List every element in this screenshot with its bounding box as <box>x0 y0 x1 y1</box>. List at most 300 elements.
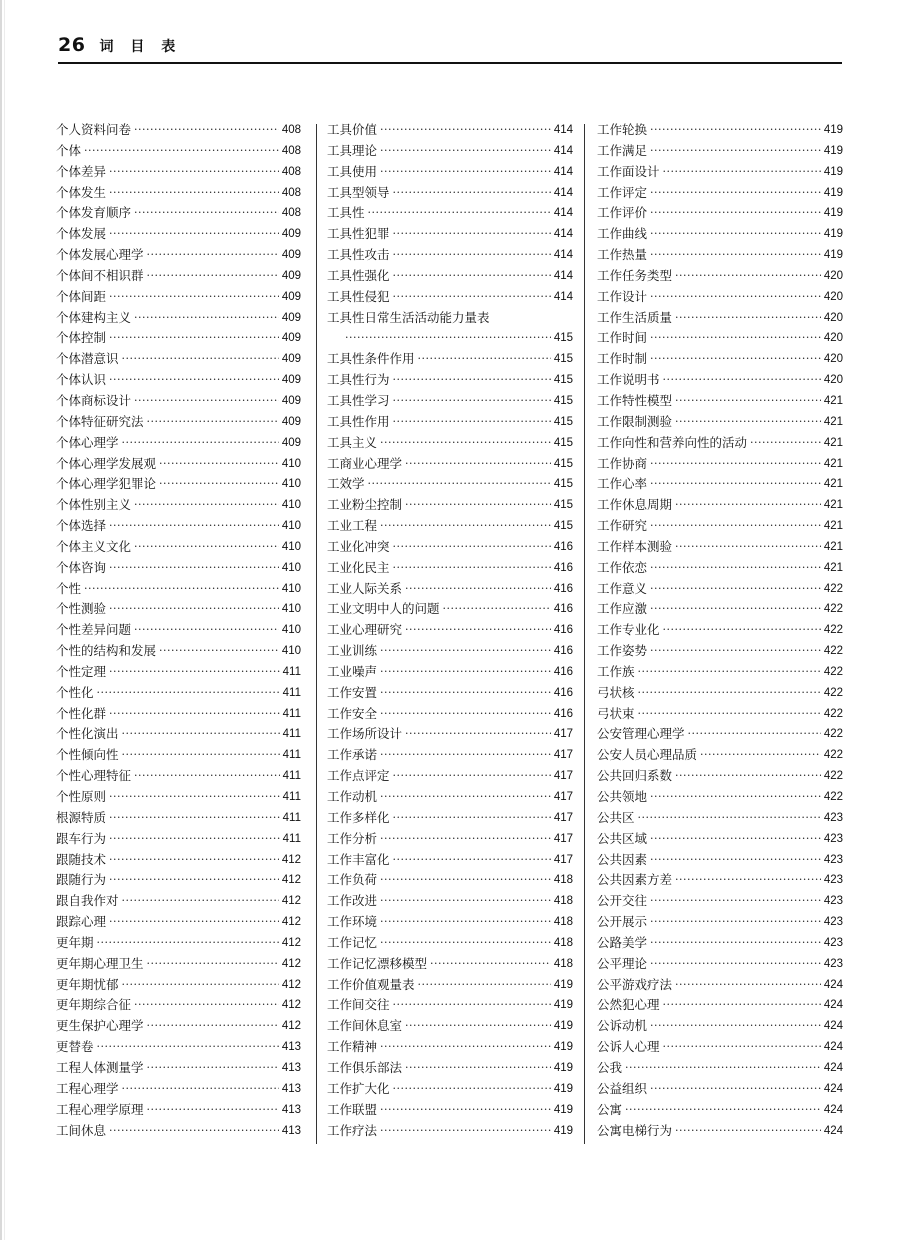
header-title: 词 目 表 <box>99 39 182 55</box>
entry-term: 工作改进 <box>327 893 378 909</box>
entry-term: 工作设计 <box>597 288 648 304</box>
dot-leader <box>418 975 551 996</box>
entry-page-number: 421 <box>823 561 843 574</box>
entry-page-number: 419 <box>553 978 573 991</box>
entry-page-number: 417 <box>553 791 573 803</box>
dot-leader <box>675 495 821 516</box>
entry-term: 跟踪心理 <box>56 914 107 930</box>
entry-page-number: 420 <box>823 332 843 345</box>
dot-leader <box>650 891 821 912</box>
entry-page-number: 408 <box>281 186 301 199</box>
entry-term: 公开交往 <box>597 893 648 909</box>
index-entry <box>327 120 573 141</box>
entry-page-number: 417 <box>553 832 573 845</box>
index-entry <box>597 599 843 620</box>
entry-term: 工作承诺 <box>327 747 378 763</box>
entry-page-number: 409 <box>281 290 301 303</box>
index-entry <box>597 558 843 579</box>
entry-term: 公开展示 <box>597 914 648 930</box>
index-entry <box>327 454 573 475</box>
entry-page-number: 424 <box>823 1124 843 1137</box>
index-entry <box>327 224 573 245</box>
entry-term: 个性定理 <box>56 663 107 679</box>
dot-leader <box>663 995 821 1016</box>
index-entry <box>56 516 301 537</box>
entry-page-number: 409 <box>281 353 301 366</box>
column-divider <box>316 124 317 1144</box>
index-entry <box>56 870 301 891</box>
dot-leader <box>393 537 551 558</box>
entry-term: 工具性作用 <box>327 413 390 429</box>
entry-page-number: 423 <box>823 811 843 824</box>
entry-page-number: 419 <box>553 1103 573 1116</box>
entry-page-number: 416 <box>553 603 573 616</box>
entry-page-number: 419 <box>553 999 573 1012</box>
entry-term: 工具使用 <box>327 163 378 179</box>
dot-leader <box>380 912 551 933</box>
index-entry <box>327 328 573 349</box>
index-entry <box>597 266 843 287</box>
index-entry <box>597 870 843 891</box>
entry-page-number: 423 <box>823 853 843 866</box>
entry-page-number: 415 <box>553 332 573 345</box>
entry-page-number: 412 <box>281 916 301 929</box>
entry-term: 工作俱乐部法 <box>327 1059 403 1075</box>
entry-page-number: 420 <box>823 374 843 387</box>
entry-term: 工作时间 <box>597 330 648 346</box>
entry-page-number: 424 <box>823 1041 843 1054</box>
entry-term: 公共领地 <box>597 789 648 804</box>
index-column-1 <box>56 120 301 1141</box>
index-entry <box>56 704 301 725</box>
dot-leader <box>380 141 551 162</box>
entry-term: 工具性犯罪 <box>327 226 390 242</box>
entry-term: 个体建构主义 <box>56 309 132 325</box>
entry-term: 工作姿势 <box>597 643 648 659</box>
index-entry <box>327 370 573 391</box>
dot-leader <box>663 370 821 391</box>
index-entry <box>327 1037 573 1058</box>
entry-page-number: 411 <box>282 707 301 720</box>
entry-page-number: 410 <box>281 582 301 595</box>
entry-term: 公共因素 <box>597 851 648 867</box>
index-entry <box>327 266 573 287</box>
index-entry <box>56 1079 301 1100</box>
entry-term: 工作丰富化 <box>327 851 390 867</box>
entry-page-number: 424 <box>823 978 843 991</box>
entry-page-number: 417 <box>553 728 573 741</box>
entry-term: 工具性学习 <box>327 392 390 408</box>
entry-page-number: 414 <box>553 124 573 136</box>
entry-term: 公平游戏疗法 <box>597 976 673 992</box>
dot-leader <box>750 433 821 454</box>
entry-term: 更年期综合征 <box>56 997 132 1013</box>
entry-term: 工作评价 <box>597 205 648 221</box>
entry-term: 工作依恋 <box>597 559 648 575</box>
index-column-2 <box>327 120 573 1141</box>
dot-leader <box>675 308 821 329</box>
dot-leader <box>675 1121 821 1142</box>
entry-term: 工具性日常生活活动能力量表 <box>327 309 490 325</box>
entry-term: 个体发生 <box>56 184 107 200</box>
dot-leader <box>122 975 279 996</box>
entry-term: 工程心理学 <box>56 1080 119 1096</box>
dot-leader <box>345 328 551 349</box>
dot-leader <box>675 266 821 287</box>
index-entry <box>597 1121 843 1142</box>
dot-leader <box>109 912 279 933</box>
index-entry <box>327 829 573 850</box>
entry-page-number: 421 <box>823 499 843 512</box>
entry-term: 工业心理研究 <box>327 622 403 638</box>
index-entry <box>56 745 301 766</box>
index-entry <box>327 516 573 537</box>
index-entry <box>56 266 301 287</box>
index-entry <box>327 912 573 933</box>
entry-term: 工具性条件作用 <box>327 351 415 367</box>
index-entry <box>597 474 843 495</box>
entry-term: 工作评定 <box>597 184 648 200</box>
entry-page-number: 419 <box>823 186 843 199</box>
dot-leader <box>393 183 551 204</box>
entry-term: 工作联盟 <box>327 1101 378 1117</box>
dot-leader <box>650 120 821 141</box>
entry-term: 工间休息 <box>56 1122 107 1138</box>
entry-page-number: 414 <box>553 228 573 241</box>
entry-page-number: 424 <box>823 1082 843 1095</box>
index-entry <box>56 995 301 1016</box>
entry-term: 跟自我作对 <box>56 893 119 909</box>
entry-page-number: 417 <box>553 853 573 866</box>
index-entry <box>597 808 843 829</box>
entry-page-number: 409 <box>281 269 301 282</box>
dot-leader <box>418 349 551 370</box>
entry-term: 公安人员心理品质 <box>597 747 698 763</box>
dot-leader <box>147 412 279 433</box>
entry-term: 工作限制测验 <box>597 413 673 429</box>
entry-term: 工作负荷 <box>327 872 378 888</box>
dot-leader <box>84 141 279 162</box>
index-entry <box>327 662 573 683</box>
dot-leader <box>134 203 279 224</box>
entry-page-number: 423 <box>823 957 843 970</box>
entry-term: 工业粉尘控制 <box>327 497 403 513</box>
entry-page-number: 411 <box>282 832 301 845</box>
entry-page-number: 417 <box>553 770 573 783</box>
dot-leader <box>650 787 821 808</box>
index-entry <box>597 162 843 183</box>
entry-page-number: 412 <box>281 999 301 1012</box>
dot-leader <box>134 995 279 1016</box>
dot-leader <box>650 349 821 370</box>
entry-term: 更年期心理卫生 <box>56 955 144 971</box>
index-entry <box>56 829 301 850</box>
entry-term: 工作任务类型 <box>597 267 673 283</box>
entry-page-number: 410 <box>281 520 301 533</box>
entry-term: 工具性强化 <box>327 267 390 283</box>
entry-page-number: 409 <box>281 228 301 241</box>
dot-leader <box>380 870 551 891</box>
dot-leader <box>147 1016 279 1037</box>
dot-leader <box>650 850 821 871</box>
dot-leader <box>650 558 821 579</box>
dot-leader <box>625 1100 821 1121</box>
index-entry <box>597 620 843 641</box>
entry-page-number: 413 <box>281 1082 301 1095</box>
index-entry <box>327 162 573 183</box>
dot-leader <box>393 224 551 245</box>
index-entry <box>56 662 301 683</box>
dot-leader <box>675 975 821 996</box>
dot-leader <box>443 599 551 620</box>
entry-page-number: 414 <box>553 249 573 262</box>
dot-leader <box>638 683 821 704</box>
index-entry <box>327 1121 573 1142</box>
entry-term: 个性 <box>56 580 82 596</box>
entry-term: 公寓电梯行为 <box>597 1122 673 1138</box>
entry-page-number: 414 <box>553 144 573 157</box>
entry-page-number: 422 <box>823 665 843 678</box>
index-entry <box>56 891 301 912</box>
entry-term: 公安管理心理学 <box>597 726 685 742</box>
dot-leader <box>405 1058 551 1079</box>
index-entry <box>597 454 843 475</box>
index-entry <box>56 766 301 787</box>
entry-term: 个性化演出 <box>56 726 119 742</box>
index-entry <box>597 1016 843 1037</box>
dot-leader <box>393 1079 551 1100</box>
entry-term: 个体主义文化 <box>56 538 132 554</box>
entry-page-number: 413 <box>281 1124 301 1137</box>
entry-page-number: 420 <box>823 290 843 303</box>
dot-leader <box>393 412 551 433</box>
entry-page-number: 408 <box>281 207 301 220</box>
index-entry <box>56 495 301 516</box>
entry-page-number: 420 <box>823 353 843 366</box>
index-entry <box>597 995 843 1016</box>
entry-term: 弓状束 <box>597 705 635 721</box>
dot-leader <box>134 308 279 329</box>
dot-leader <box>147 954 279 975</box>
entry-page-number: 422 <box>823 749 843 762</box>
entry-page-number: 409 <box>281 332 301 345</box>
dot-leader <box>109 224 279 245</box>
entry-term: 个性化 <box>56 684 94 700</box>
entry-term: 工作休息周期 <box>597 497 673 513</box>
dot-leader <box>393 370 551 391</box>
entry-page-number: 421 <box>823 457 843 470</box>
dot-leader <box>380 891 551 912</box>
entry-term: 更年期 <box>56 934 94 950</box>
entry-term: 个体差异 <box>56 163 107 179</box>
dot-leader <box>393 766 551 787</box>
dot-leader <box>122 745 280 766</box>
entry-term: 工作说明书 <box>597 372 660 388</box>
entry-page-number: 418 <box>553 874 573 887</box>
entry-page-number: 408 <box>281 144 301 157</box>
entry-term: 工具性侵犯 <box>327 288 390 304</box>
index-entry <box>56 1121 301 1142</box>
dot-leader <box>97 933 279 954</box>
entry-page-number: 415 <box>553 374 573 387</box>
dot-leader <box>84 579 279 600</box>
index-entry <box>56 954 301 975</box>
index-entry <box>597 308 843 329</box>
index-entry <box>327 766 573 787</box>
index-entry <box>327 620 573 641</box>
entry-term: 工作记忆 <box>327 934 378 950</box>
entry-term: 个体咨询 <box>56 559 107 575</box>
dot-leader <box>109 850 279 871</box>
entry-term: 工具型领导 <box>327 184 390 200</box>
entry-term: 公益组织 <box>597 1080 648 1096</box>
index-entry <box>597 850 843 871</box>
dot-leader <box>122 724 280 745</box>
entry-page-number: 408 <box>281 165 301 178</box>
index-entry <box>327 579 573 600</box>
entry-page-number: 413 <box>281 1061 301 1074</box>
entry-page-number: 412 <box>281 1020 301 1033</box>
index-entry <box>56 454 301 475</box>
entry-term: 工业人际关系 <box>327 580 403 596</box>
entry-page-number: 417 <box>553 749 573 762</box>
dot-leader <box>134 537 279 558</box>
index-entry <box>597 787 843 808</box>
entry-term: 工作动机 <box>327 789 378 804</box>
entry-page-number: 416 <box>553 624 573 637</box>
entry-term: 工作协商 <box>597 455 648 471</box>
index-entry <box>597 495 843 516</box>
index-entry <box>327 495 573 516</box>
entry-term: 工作满足 <box>597 142 648 158</box>
entry-page-number: 410 <box>281 478 301 491</box>
entry-term: 工作疗法 <box>327 1122 378 1138</box>
entry-term: 工作扩大化 <box>327 1080 390 1096</box>
index-entry <box>597 1037 843 1058</box>
entry-term: 个性原则 <box>56 789 107 804</box>
entry-page-number: 412 <box>281 874 301 887</box>
entry-term: 公我 <box>597 1059 623 1075</box>
dot-leader <box>368 203 551 224</box>
entry-page-number: 415 <box>553 394 573 407</box>
dot-leader <box>134 391 279 412</box>
dot-leader <box>650 141 821 162</box>
entry-term: 弓状核 <box>597 684 635 700</box>
entry-term: 个体间不相识群 <box>56 267 144 283</box>
entry-term: 更替卷 <box>56 1039 94 1055</box>
entry-term: 工作场所设计 <box>327 726 403 742</box>
dot-leader <box>650 579 821 600</box>
entry-term: 跟随技术 <box>56 851 107 867</box>
dot-leader <box>663 162 821 183</box>
dot-leader <box>393 266 551 287</box>
entry-page-number: 419 <box>553 1041 573 1054</box>
entry-term: 工作样本测验 <box>597 538 673 554</box>
dot-leader <box>109 516 279 537</box>
dot-leader <box>650 183 821 204</box>
entry-term: 工作时制 <box>597 351 648 367</box>
index-entry <box>327 412 573 433</box>
dot-leader <box>430 954 551 975</box>
dot-leader <box>380 1037 551 1058</box>
entry-term: 个体控制 <box>56 330 107 346</box>
entry-term: 工作多样化 <box>327 809 390 825</box>
dot-leader <box>638 662 821 683</box>
dot-leader <box>134 766 280 787</box>
entry-page-number: 409 <box>281 394 301 407</box>
dot-leader <box>122 433 279 454</box>
entry-page-number: 424 <box>823 1061 843 1074</box>
entry-page-number: 421 <box>823 436 843 449</box>
entry-term: 个体心理学发展观 <box>56 455 157 471</box>
entry-term: 公平理论 <box>597 955 648 971</box>
page-gutter-edge <box>0 0 2 1240</box>
index-entry <box>327 349 573 370</box>
entry-page-number: 413 <box>281 1041 301 1054</box>
entry-page-number: 409 <box>281 374 301 387</box>
entry-page-number: 412 <box>281 895 301 908</box>
index-entry <box>327 1079 573 1100</box>
index-entry <box>56 787 301 808</box>
index-entry <box>327 537 573 558</box>
index-entry <box>56 912 301 933</box>
dot-leader <box>638 808 821 829</box>
index-entry <box>327 745 573 766</box>
entry-page-number: 423 <box>823 874 843 887</box>
entry-term: 工业噪声 <box>327 663 378 679</box>
index-entry <box>56 370 301 391</box>
entry-term: 工程心理学原理 <box>56 1101 144 1117</box>
index-entry <box>56 579 301 600</box>
dot-leader <box>109 162 279 183</box>
dot-leader <box>650 454 821 475</box>
entry-page-number: 419 <box>823 124 843 136</box>
dot-leader <box>650 599 821 620</box>
entry-term: 更生保护心理学 <box>56 1018 144 1034</box>
dot-leader <box>675 537 821 558</box>
entry-page-number: 422 <box>823 603 843 616</box>
index-entry <box>327 433 573 454</box>
dot-leader <box>393 391 551 412</box>
index-entry <box>327 287 573 308</box>
entry-term: 工作特性模型 <box>597 392 673 408</box>
entry-page-number: 410 <box>281 624 301 637</box>
entry-term: 工具性 <box>327 205 365 221</box>
entry-term: 公路美学 <box>597 934 648 950</box>
dot-leader <box>650 912 821 933</box>
index-entry <box>56 1016 301 1037</box>
entry-page-number: 410 <box>281 499 301 512</box>
index-entry <box>597 933 843 954</box>
entry-page-number: 420 <box>823 269 843 282</box>
entry-page-number: 420 <box>823 311 843 324</box>
entry-page-number: 409 <box>281 415 301 428</box>
entry-term: 个体 <box>56 142 82 158</box>
entry-page-number: 421 <box>823 540 843 553</box>
entry-page-number: 415 <box>553 457 573 470</box>
dot-leader <box>109 704 280 725</box>
index-entry <box>327 787 573 808</box>
entry-term: 个体发展 <box>56 226 107 242</box>
entry-page-number: 423 <box>823 832 843 845</box>
dot-leader <box>109 787 280 808</box>
entry-page-number: 419 <box>823 228 843 241</box>
entry-page-number: 415 <box>553 499 573 512</box>
dot-leader <box>380 683 551 704</box>
entry-term: 个体特征研究法 <box>56 413 144 429</box>
entry-page-number: 416 <box>553 665 573 678</box>
index-entry <box>327 933 573 954</box>
